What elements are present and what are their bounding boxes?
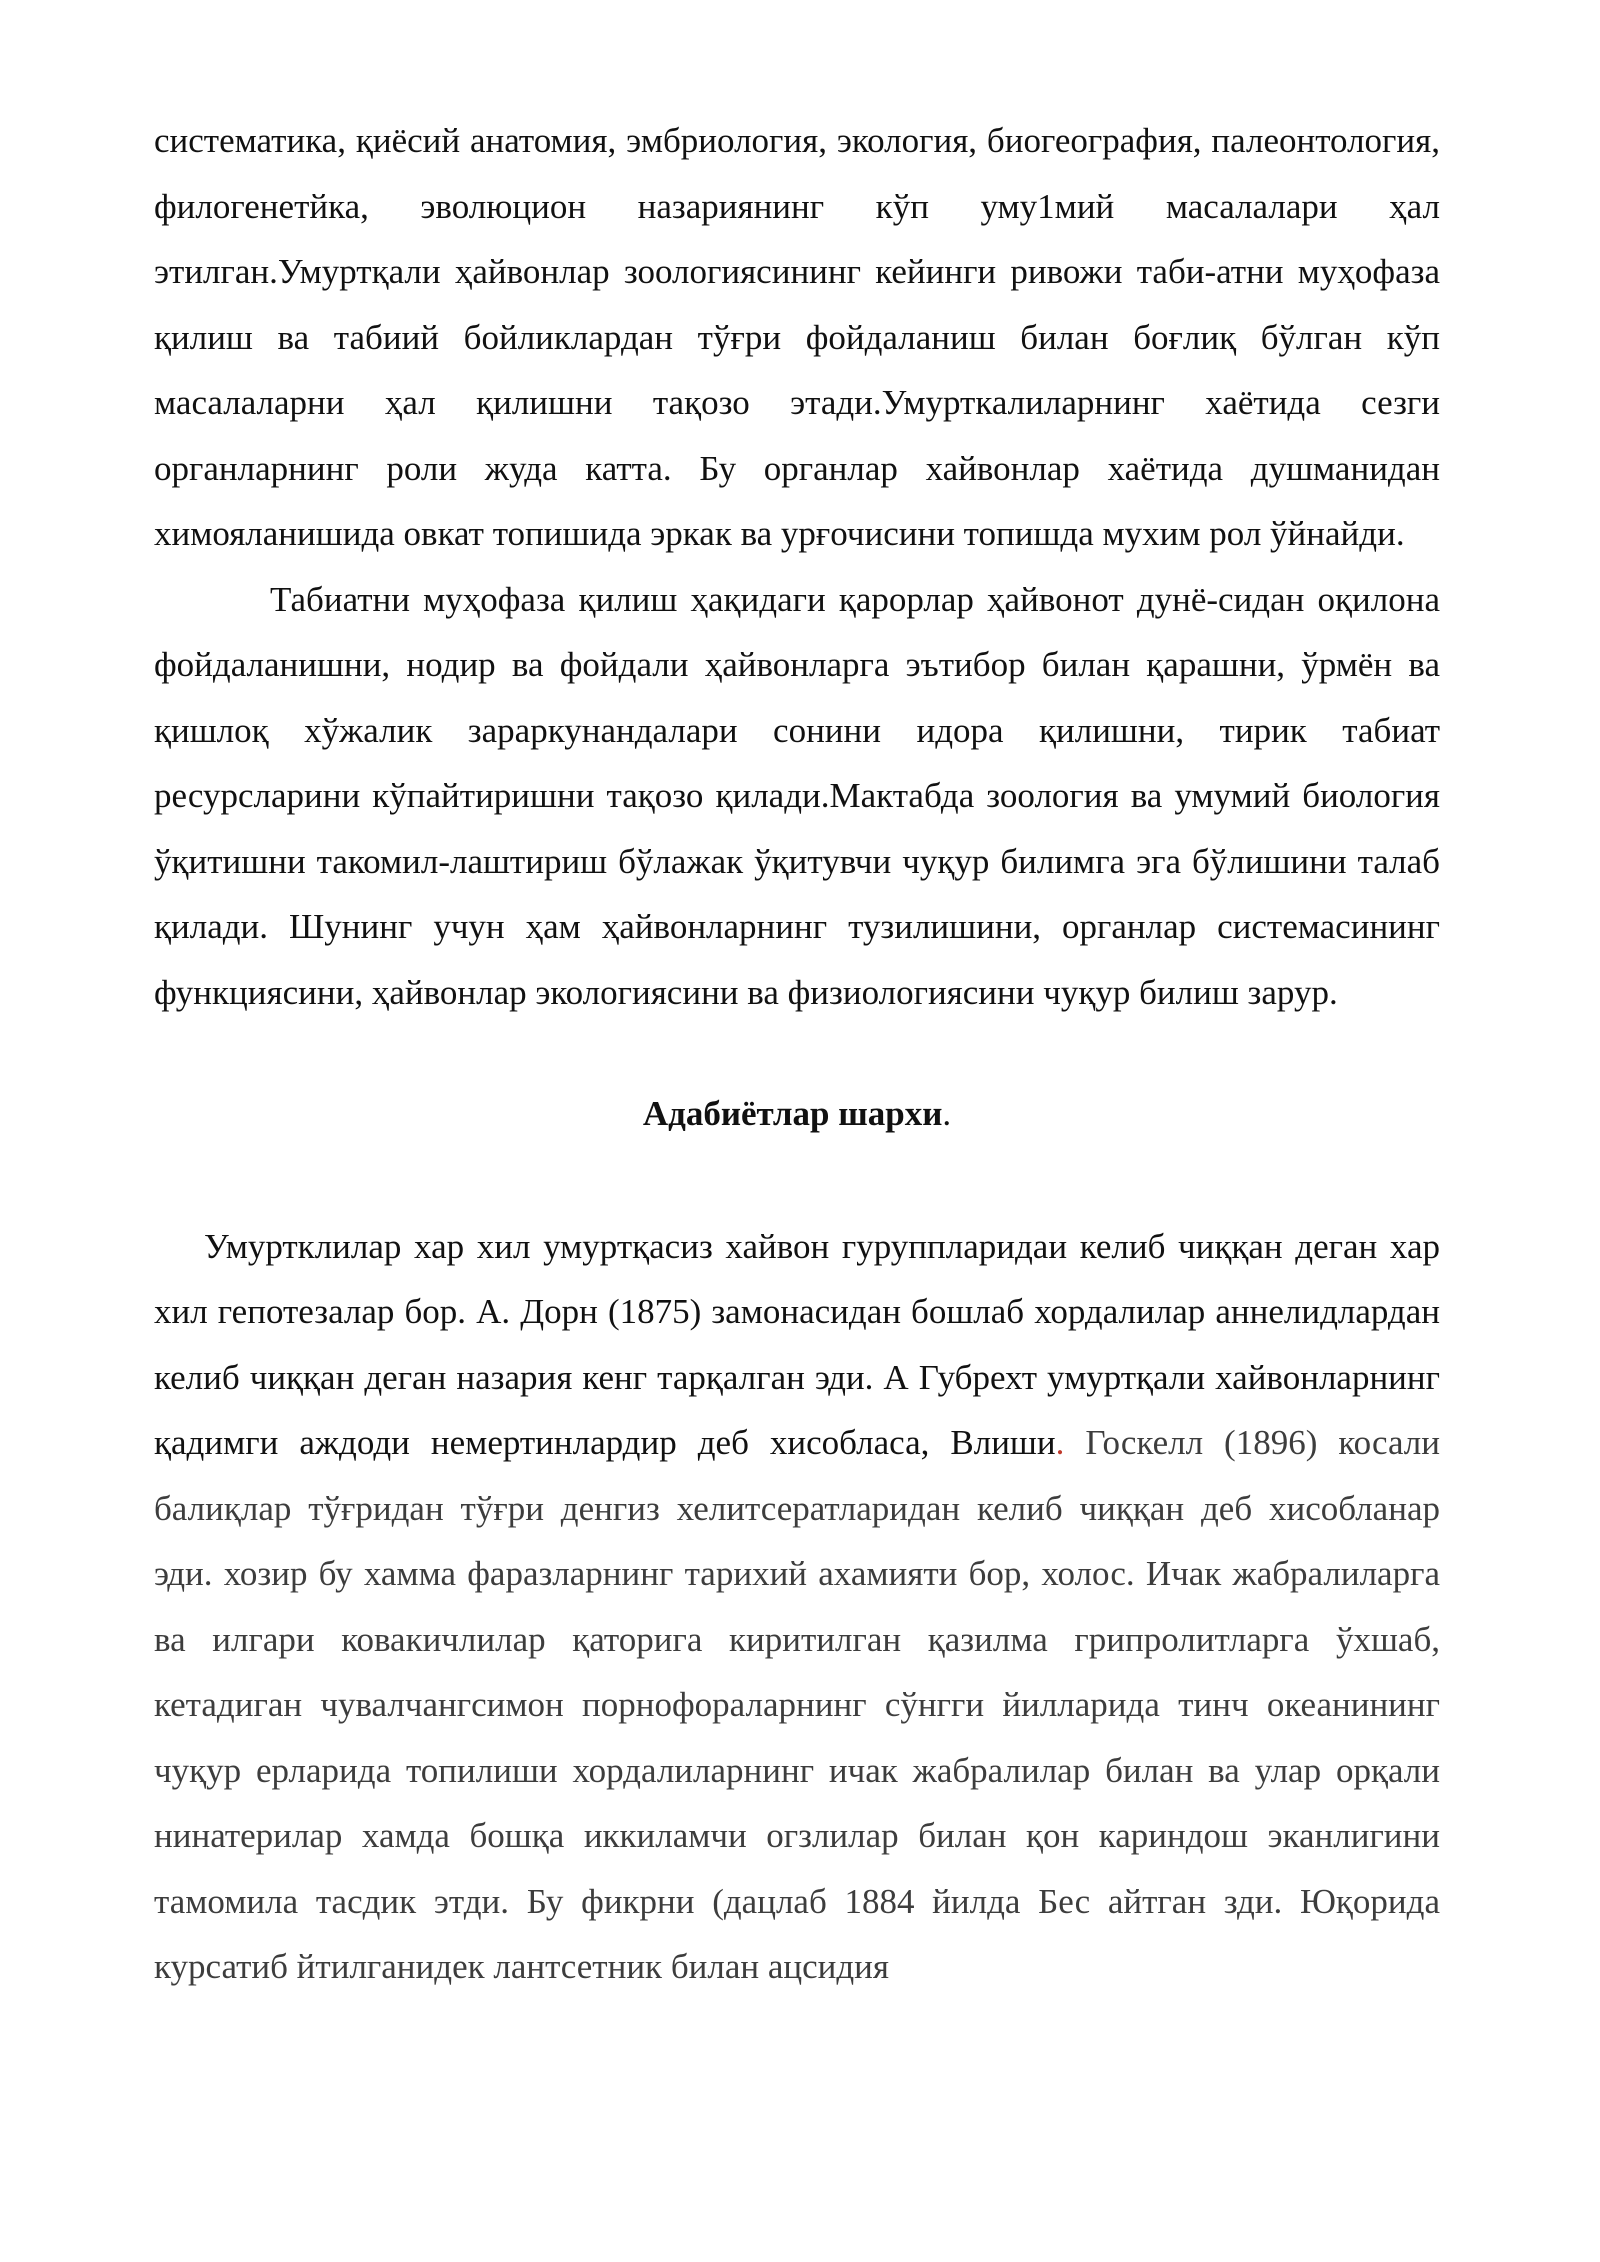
literature-text-part1: Умуртклилар хар хил умуртқасиз хайвон гурупплаpидаи келиб чиққан деган хар хил гепотезалар бор. А. Дорн (1875) замонасидан бошлаб хордалилар аннелидлардан келиб чиққан деган назария кенг тарқалган эди. А Губрехт умуртқали хайвонларнинг қадимги аждоди немертинлардир деб хисобласа, Влиши — [154, 1226, 1440, 1462]
paragraph-literature-review — [154, 1214, 1440, 2000]
section-heading-dot: . — [942, 1094, 952, 1133]
paragraph-intro: систематика, қиёсий анатомия, эмбриология, экология, биогеография, палеонтология, филогенетйка, эволюцион назариянинг кўп уму1мий масалалари ҳал этилган.Умуртқали ҳайвонлар зоологиясининг кейинги ривожи таби-атни муҳофаза қилиш ва табиий бойликлардан тўғри фойдаланиш билан боғлиқ бўлган кўп масалаларни ҳал қилишни тақозо этади.Умурткалиларнинг хаётида сезги органларнинг роли жуда катта. Бу органлар хайвонлар хаётида душманидан химояланишида овкат топишида эркак ва урғочисини топишда мухим рол ўйнайди. — [154, 121, 1440, 553]
section-heading-text: Адабиётлар шархи — [642, 1094, 943, 1133]
paragraph-nature-protection: Табиатни муҳофаза қилиш ҳақидаги қарорлар ҳайвонот дунё-сидан оқилона фойдаланишни, нодир ва фойдали ҳайвонларга эътибор билан қарашни, ўрмён ва қишлоқ хўжалик зараркунандалари сонини идора қилишни, тирик табиат ресурсларини кўпайтиришни тақозо қилади.Мактабда зоология ва умумий биология ўқитишни такомил-лаштириш бўлажак ўқитувчи чуқур билимга эга бўлишини талаб қилади. Шунинг учун ҳам ҳайвонларнинг тузилишини, органлар системасининг функциясини, ҳайвонлар экологиясини ва физиологиясини чуқур билиш зарур. — [154, 579, 1440, 1012]
literature-red-dot: . — [1055, 1423, 1065, 1462]
section-heading — [154, 1025, 1440, 1214]
document-page — [154, 108, 1440, 2000]
literature-text-part2: Госкелл (1896) косали балиқлар тўғридан тўғри денгиз хелитсератларидан келиб чиққан деб хисобланар эди. хозир бу хамма фаразларнинг тарихий ахамияти бор, холос. Ичак жабралиларга ва илгари ковакичлилар қаторига киритилган қазилма грипролитларга ўхшаб, кетадиган чувалчангсимон порнофораларнинг сўнгги йилларида тинч океанининг чуқур ерларида топилиши хордалиларнинг ичак жабралилар билан ва улар орқали нинатерилар хамда бошқа иккиламчи огзлилар билан қон кариндош эканлигини тамомила тасдик этди. Бу фикрни (дацлаб 1884 йилда Бес айтган зди. Юқорида курсатиб йтилганидек лантсетник билан ацсидия — [154, 1423, 1440, 1986]
